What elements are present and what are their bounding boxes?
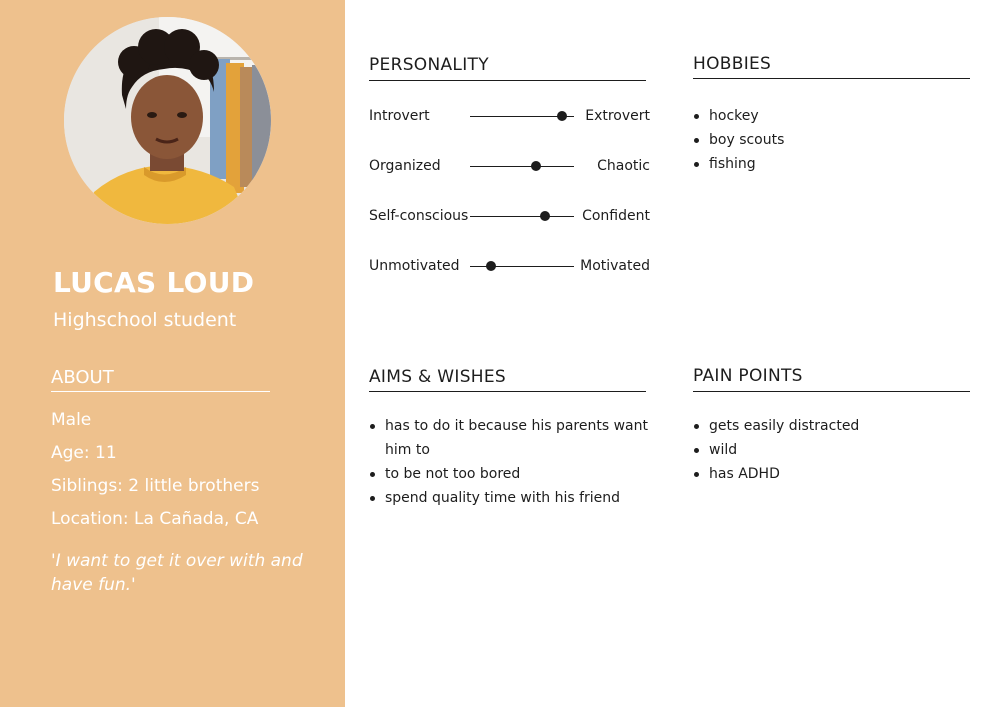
pain-points-divider — [693, 391, 970, 392]
pain-points-list — [693, 414, 963, 486]
about-item-age: Age: 11 — [51, 443, 117, 463]
list-item: has to do it because his parents want him to — [369, 414, 654, 462]
list-item: boy scouts — [693, 128, 963, 152]
profile-sidebar — [0, 0, 345, 707]
personality-heading: PERSONALITY — [369, 55, 489, 75]
hobbies-divider — [693, 78, 970, 79]
hobbies-heading: HOBBIES — [693, 54, 772, 74]
persona-name: LUCAS LOUD — [53, 266, 255, 299]
trait-left-label: Organized — [369, 158, 441, 174]
trait-right-label: Confident — [582, 208, 650, 224]
about-list — [51, 408, 259, 540]
personality-divider — [369, 80, 646, 81]
portrait-illustration — [64, 17, 271, 224]
trait-right-label: Motivated — [580, 258, 650, 274]
trait-slider-track — [470, 216, 574, 217]
list-item: hockey — [693, 104, 963, 128]
trait-slider-knob — [540, 211, 550, 221]
pain-points-heading: PAIN POINTS — [693, 366, 803, 386]
about-heading: ABOUT — [51, 367, 114, 388]
hobbies-list — [693, 104, 963, 176]
aims-divider — [369, 391, 646, 392]
trait-slider-knob — [557, 111, 567, 121]
about-item-location: Location: La Cañada, CA — [51, 509, 259, 529]
list-item: gets easily distracted — [693, 414, 963, 438]
trait-slider-knob — [531, 161, 541, 171]
about-item-siblings: Siblings: 2 little brothers — [51, 476, 260, 496]
persona-quote: 'I want to get it over with and have fun.' — [51, 551, 303, 595]
trait-left-label: Introvert — [369, 108, 430, 124]
aims-list — [369, 414, 654, 510]
persona-role: Highschool student — [53, 309, 237, 331]
about-item-gender: Male — [51, 410, 92, 430]
trait-slider-knob — [486, 261, 496, 271]
profile-photo — [64, 17, 271, 224]
list-item: spend quality time with his friend — [369, 486, 654, 510]
list-item: fishing — [693, 152, 963, 176]
trait-right-label: Chaotic — [597, 158, 650, 174]
trait-right-label: Extrovert — [585, 108, 650, 124]
list-item: wild — [693, 438, 963, 462]
trait-left-label: Unmotivated — [369, 258, 460, 274]
list-item: has ADHD — [693, 462, 963, 486]
trait-slider-track — [470, 166, 574, 167]
list-item: to be not too bored — [369, 462, 654, 486]
trait-left-label: Self-conscious — [369, 208, 469, 224]
about-divider — [51, 391, 270, 392]
aims-heading: AIMS & WISHES — [369, 367, 506, 387]
